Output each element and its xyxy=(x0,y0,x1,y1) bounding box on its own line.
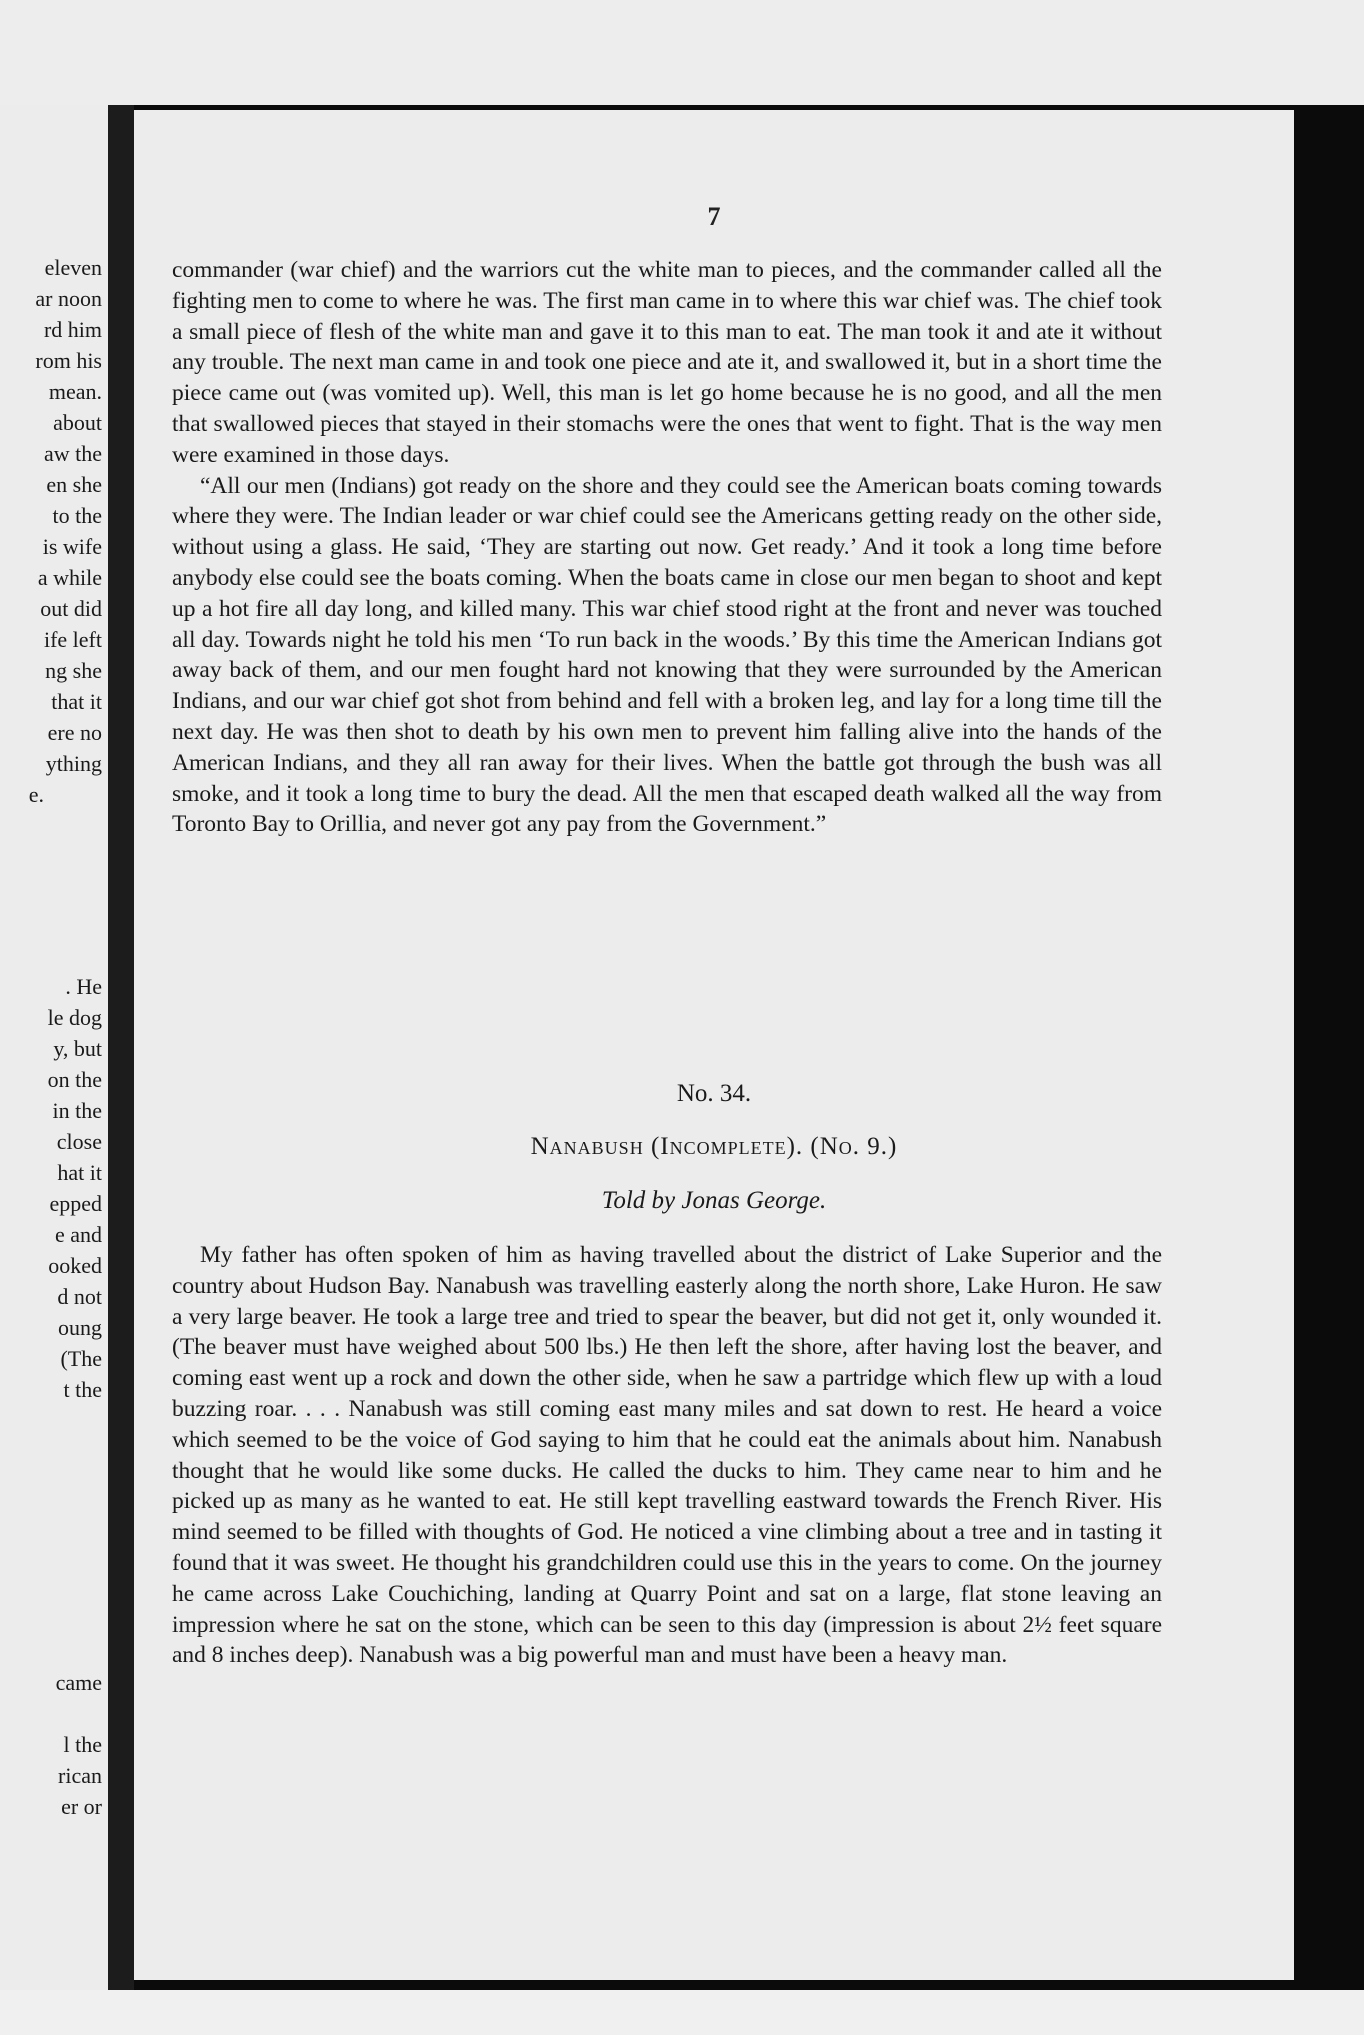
page-number: 7 xyxy=(707,202,721,231)
left-page-fragment: le dog xyxy=(47,1005,102,1030)
left-page-fragment: is wife xyxy=(42,534,102,559)
left-page-fragment: t the xyxy=(63,1377,102,1402)
scan-top-margin xyxy=(0,0,1364,105)
scan-right-margin xyxy=(1294,105,1364,1990)
book-spine-shadow xyxy=(108,105,134,1990)
left-page-fragment: ere no xyxy=(47,720,102,745)
left-page-fragment: that it xyxy=(51,689,102,714)
left-page-fragment: hat it xyxy=(57,1160,102,1185)
left-page-fragment: aw the xyxy=(43,441,102,466)
book-page xyxy=(134,110,1294,1980)
paragraph: My father has often spoken of him as having travelled about the district of Lake Superior and the country about Hudson Bay. Nanabush was travelling easterly along the north shore, Lake Huron. He saw a very large beaver. He took a large tree and tried to spear the beaver, but did not get it, only wounded it. (The beaver must have weighed about 500 lbs.) He then left the shore, after having lost the beaver, and coming east went up a rock and down the other side, when he saw a partridge which flew up with a loud buzzing roar. . . . Nanabush was still coming east many miles and sat down to rest. He heard a voice which seemed to be the voice of God saying to him that he could eat the animals about him. Nanabush thought that he would like some ducks. He called the ducks to him. They came near to him and he picked up as many as he wanted to eat. He still kept travelling eastward towards the French River. His mind seemed to be filled with thoughts of God. He noticed a vine climbing about a tree and in tasting it found that it was sweet. He thought his grandchildren could use this in the years to come. On the journey he came across Lake Couchiching, landing at Quarry Point and sat on a large, flat stone leaving an impression where he sat on the stone, which can be seen to this day (impression is about 2½ feet square and 8 inches deep). Nanabush was a big powerful man and must have been a heavy man. xyxy=(172,1242,1162,1669)
left-page-fragment: er or xyxy=(61,1794,102,1819)
left-page-fragment: on the xyxy=(47,1067,102,1092)
left-page-fragment: in the xyxy=(52,1098,102,1123)
left-page-fragment: l the xyxy=(63,1732,102,1757)
left-page-fragment: epped xyxy=(49,1191,102,1216)
left-page-fragment: rom his xyxy=(35,348,102,373)
left-page-fragment: ooked xyxy=(48,1253,102,1278)
story-teller: Told by Jonas George. xyxy=(601,1187,827,1214)
left-page-fragment: rd him xyxy=(43,317,102,342)
left-facing-page xyxy=(0,105,108,1990)
left-page-fragment: a while xyxy=(37,565,102,590)
left-page-fragment: mean. xyxy=(48,379,102,404)
left-page-fragment: about xyxy=(53,410,102,435)
story-number: No. 34. xyxy=(676,1080,752,1107)
continued-narrative xyxy=(172,255,1162,840)
left-page-fragment: out did xyxy=(40,596,102,621)
left-page-fragment: e. xyxy=(28,782,44,807)
left-page-fragment: en she xyxy=(46,472,102,497)
scan-bottom-margin xyxy=(0,1990,1364,2035)
left-page-fragment: ife left xyxy=(43,627,102,652)
left-page-fragment: came xyxy=(55,1670,102,1695)
left-page-fragment: . He xyxy=(65,974,102,999)
left-page-fragment: ar noon xyxy=(35,286,102,311)
left-page-fragment: d not xyxy=(57,1284,102,1309)
left-page-fragment: oung xyxy=(58,1315,102,1340)
left-page-fragment: (The xyxy=(60,1346,102,1371)
left-page-fragment: to the xyxy=(52,503,102,528)
left-page-fragment: eleven xyxy=(44,255,102,280)
left-page-fragment: e and xyxy=(54,1222,102,1247)
left-page-fragment: ything xyxy=(45,751,102,776)
nanabush-story xyxy=(172,1240,1162,1671)
left-page-fragment: close xyxy=(56,1129,102,1154)
left-page-fragment: y, but xyxy=(53,1036,102,1061)
left-page-fragment: rican xyxy=(58,1763,102,1788)
paragraph: commander (war chief) and the warriors cut the white man to pieces, and the commander called all the fighting men to come to where he was. The first man came in to where this war chief was. The chief took a small piece of flesh of the white man and gave it to this man to eat. The man took it and ate it without any trouble. The next man came in and took one piece and ate it, and swallowed it, but in a short time the piece came out (was vomited up). Well, this man is let go home because he is no good, and all the men that swallowed pieces that stayed in their stomachs were the ones that went to fight. That is the way men were examined in those days. xyxy=(172,257,1162,468)
left-page-fragment: ng she xyxy=(45,658,102,683)
story-title: Nanabush (Incomplete). (No. 9.) xyxy=(530,1133,898,1160)
paragraph: “All our men (Indians) got ready on the shore and they could see the American boats coming towards where they were. The Indian leader or war chief could see the Americans getting ready on the other side, without using a glass. He said, ‘They are starting out now. Get ready.’ And it took a long time before anybody else could see the boats coming. When the boats came in close our men began to shoot and kept up a hot fire all day long, and killed many. This war chief stood right at the front and never was touched all day. Towards night he told his men ‘To run back in the woods.’ By this time the American Indians got away back of them, and our men fought hard not knowing that they were surrounded by the American Indians, and our war chief got shot from behind and fell with a broken leg, and lay for a long time till the next day. He was then shot to death by his own men to prevent him falling alive into the hands of the American Indians, and they all ran away for their lives. When the battle got through the bush was all smoke, and it took a long time to bury the dead. All the men that escaped death walked all the way from Toronto Bay to Orillia, and never got any pay from the Government.” xyxy=(172,472,1162,838)
